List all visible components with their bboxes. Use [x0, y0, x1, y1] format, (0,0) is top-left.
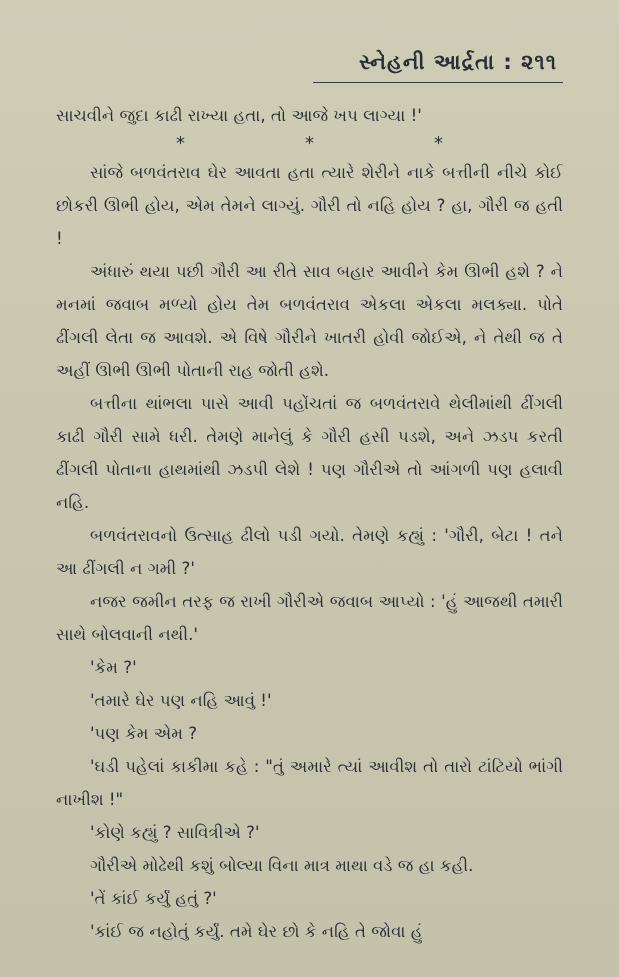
dialogue-line: 'કાંઈ જ નહોતું કર્યું. તમે ઘેર છો કે નહિ તે જોવા હું [90, 922, 423, 941]
paragraph-6: નજર જમીન તરફ જ રાખી ગૌરીએ જવાબ આપ્યો : 'હું આજથી તમારી સાથે બોલવાની નથી.' [56, 592, 563, 644]
separator-star: * [305, 133, 314, 154]
dialogue-line: 'પણ કેમ એમ ? [90, 724, 198, 743]
paragraph-4: બત્તીના થાંભલા પાસે આવી પહોંચતાં જ બળવંતરાવે થેલીમાંથી ઢીંગલી કાઢી ગૌરી સામે ધરી. તેમણે માનેલું કે ગૌરી હસી પડશે, અને ઝડપ કરતી ઢીંગલી પોતાના હાથમાંથી ઝડપી લેશે ! પણ ગૌરીએ તો આંગળી પણ હલાવી નહિ. [56, 394, 563, 512]
running-head: સ્નેહની આર્દ્રતા : ૨૧૧ [358, 50, 557, 74]
paragraph-3: અંધારું થયા પછી ગૌરી આ રીતે સાવ બહાર આવીને કેમ ઊભી હશે ? ને મનમાં જવાબ મળ્યો હોય તેમ બળવંતરાવ એકલા એકલા મલક્યા. પોતે ઢીંગલી લેતા જ આવશે. એ વિષે ગૌરીને ખાતરી હોવી જોઈએ, ને તેથી જ તે અહીં ઊભી ઊભી પોતાની રાહ જોતી હશે. [56, 262, 563, 380]
separator-star: * [434, 133, 443, 154]
paragraph-12: ગૌરીએ મોઢેથી કશું બોલ્યા વિના માત્ર માથા વડે જ હા કહી. [90, 856, 474, 875]
section-separator [56, 132, 563, 156]
paragraph-1: સાચવીને જુદા કાઢી રાખ્યા હતા, તો આજે ખપ લાગ્યા !' [56, 106, 422, 125]
dialogue-line: 'તેં કાંઈ કર્યું હતું ?' [90, 889, 217, 908]
dialogue-line: 'કોણે કહ્યું ? સાવિત્રીએ ?' [90, 823, 260, 842]
header-rule [313, 82, 563, 83]
paragraph-5: બળવંતરાવનો ઉત્સાહ ઢીલો પડી ગયો. તેમણે કહ્યું : 'ગૌરી, બેટા ! તને આ ઢીંગલી ન ગમી ?' [56, 526, 563, 578]
dialogue-line: 'ઘડી પહેલાં કાકીમા કહે : "તું અમારે ત્યાં આવીશ તો તારો ટાંટિયો ભાંગી નાખીશ !" [56, 757, 563, 809]
dialogue-line: 'કેમ ?' [90, 658, 137, 677]
separator-star: * [176, 133, 185, 154]
paragraph-2: સાંજે બળવંતરાવ ઘેર આવતા હતા ત્યારે શેરીને નાકે બત્તીની નીચે કોઈ છોકરી ઊભી હોય, એમ તેમને લાગ્યું. ગૌરી તો નહિ હોય ? હા, ગૌરી જ હતી ! [56, 163, 563, 248]
dialogue-line: 'તમારે ઘેર પણ નહિ આવું !' [90, 691, 272, 710]
body-text [56, 99, 563, 948]
